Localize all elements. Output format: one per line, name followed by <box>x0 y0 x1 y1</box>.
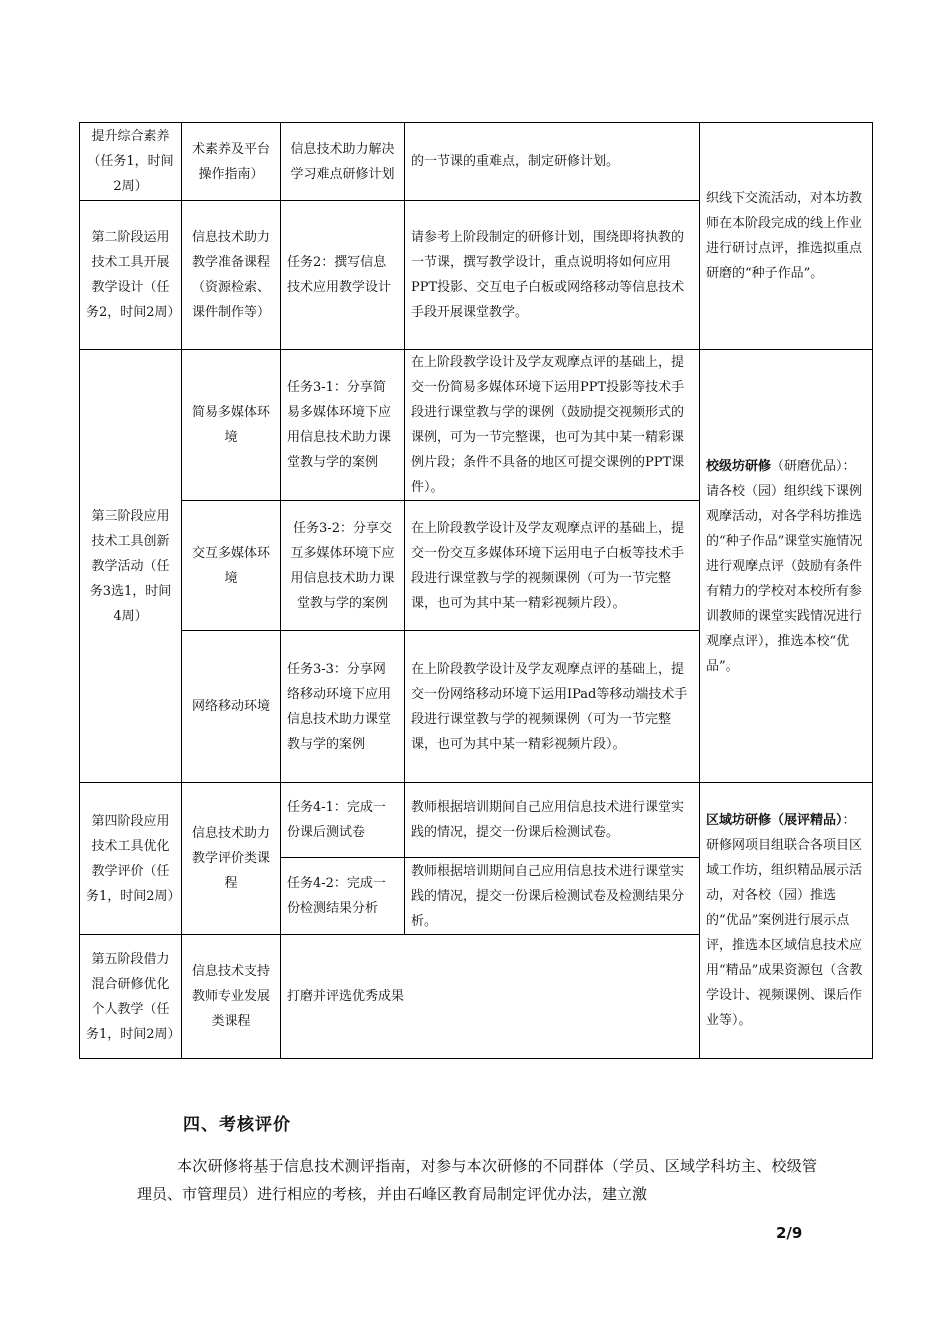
task-cell: 任务3-3：分享网络移动环境下应用信息技术助力课堂教与学的案例 <box>281 631 405 783</box>
evaluation-lead: 校级坊研修 <box>706 458 772 474</box>
course-cell: 信息技术助力教学评价类课程 <box>182 783 281 935</box>
table-row <box>80 123 873 201</box>
evaluation-cell: 织线下交流活动，对本坊教师在本阶段完成的线上作业进行研讨点评，推选拟重点研磨的“种子作品”。 <box>700 123 873 350</box>
task-cell: 任务4-2：完成一份检测结果分析 <box>281 858 405 935</box>
page-number: 2/9 <box>776 1224 803 1242</box>
description-cell: 的一节课的重难点，制定研修计划。 <box>405 123 700 201</box>
task-cell: 任务3-2：分享交互多媒体环境下应用信息技术助力课堂教与学的案例 <box>281 501 405 631</box>
section-heading: 四、考核评价 <box>183 1115 291 1135</box>
stage-cell: 第二阶段运用技术工具开展教学设计（任务2，时间2周） <box>80 201 182 350</box>
description-cell: 在上阶段教学设计及学友观摩点评的基础上，提交一份交互多媒体环境下运用电子白板等技术手段进行课堂教与学的视频课例（可为一节完整课，也可为其中某一精彩视频片段）。 <box>405 501 700 631</box>
course-cell: 信息技术助力教学准备课程（资源检索、课件制作等） <box>182 201 281 350</box>
evaluation-cell <box>700 783 873 1059</box>
course-cell: 网络移动环境 <box>182 631 281 783</box>
table-row <box>80 350 873 501</box>
evaluation-cell <box>700 350 873 783</box>
stage-cell: 提升综合素养（任务1，时间2周） <box>80 123 182 201</box>
table-row <box>80 783 873 858</box>
task-cell: 任务4-1：完成一份课后测试卷 <box>281 783 405 858</box>
task-cell: 任务3-1：分享简易多媒体环境下应用信息技术助力课堂教与学的案例 <box>281 350 405 501</box>
description-cell: 教师根据培训期间自己应用信息技术进行课堂实践的情况，提交一份课后检测试卷及检测结果分析。 <box>405 858 700 935</box>
task-cell: 任务2：撰写信息技术应用教学设计 <box>281 201 405 350</box>
course-cell: 术素养及平台操作指南） <box>182 123 281 201</box>
task-cell: 打磨并评选优秀成果 <box>281 935 700 1059</box>
section-paragraph: 本次研修将基于信息技术测评指南，对参与本次研修的不同群体（学员、区域学科坊主、校级管理员、市管理员）进行相应的考核，并由石峰区教育局制定评优办法，建立激 <box>137 1157 817 1203</box>
description-cell: 在上阶段教学设计及学友观摩点评的基础上，提交一份简易多媒体环境下运用PPT投影等技术手段进行课堂教与学的课例（鼓励提交视频形式的课例，可为一节完整课，也可为其中某一精彩课例片段；条件不具备的地区可提交课例的PPT课件）。 <box>405 350 700 501</box>
description-cell: 请参考上阶段制定的研修计划，围绕即将执教的一节课，撰写教学设计，重点说明将如何应用PPT投影、交互电子白板或网络移动等信息技术手段开展课堂教学。 <box>405 201 700 350</box>
evaluation-text: ：研修网项目组联合各项目区域工作坊，组织精品展示活动，对各校（园）推选的“优品”案例进行展示点评，推选本区域信息技术应用“精品”成果资源包（含教学设计、视频课例、课后作业等）。 <box>706 813 863 1028</box>
task-cell: 信息技术助力解决学习难点研修计划 <box>281 123 405 201</box>
stage-cell: 第五阶段借力混合研修优化个人教学（任务1，时间2周） <box>80 935 182 1059</box>
description-cell: 教师根据培训期间自己应用信息技术进行课堂实践的情况，提交一份课后检测试卷。 <box>405 783 700 858</box>
evaluation-text: （研磨优品）：请各校（园）组织线下课例观摩活动，对各学科坊推选的“种子作品”课堂实施情况进行观摩点评（鼓励有条件有精力的学校对本校所有参训教师的课堂实践情况进行观摩点评），推选本校“优品”。 <box>706 458 863 674</box>
course-cell: 信息技术支持教师专业发展类课程 <box>182 935 281 1059</box>
description-cell: 在上阶段教学设计及学友观摩点评的基础上，提交一份网络移动环境下运用IPad等移动端技术手段进行课堂教与学的视频课例（可为一节完整课，也可为其中某一精彩视频片段）。 <box>405 631 700 783</box>
evaluation-lead: 区域坊研修（展评精品） <box>706 813 843 828</box>
stage-cell: 第四阶段应用技术工具优化教学评价（任务1，时间2周） <box>80 783 182 935</box>
stage-cell: 第三阶段应用技术工具创新教学活动（任务3选1，时间4周） <box>80 350 182 783</box>
course-cell: 简易多媒体环境 <box>182 350 281 501</box>
training-plan-table <box>79 122 873 1059</box>
course-cell: 交互多媒体环境 <box>182 501 281 631</box>
